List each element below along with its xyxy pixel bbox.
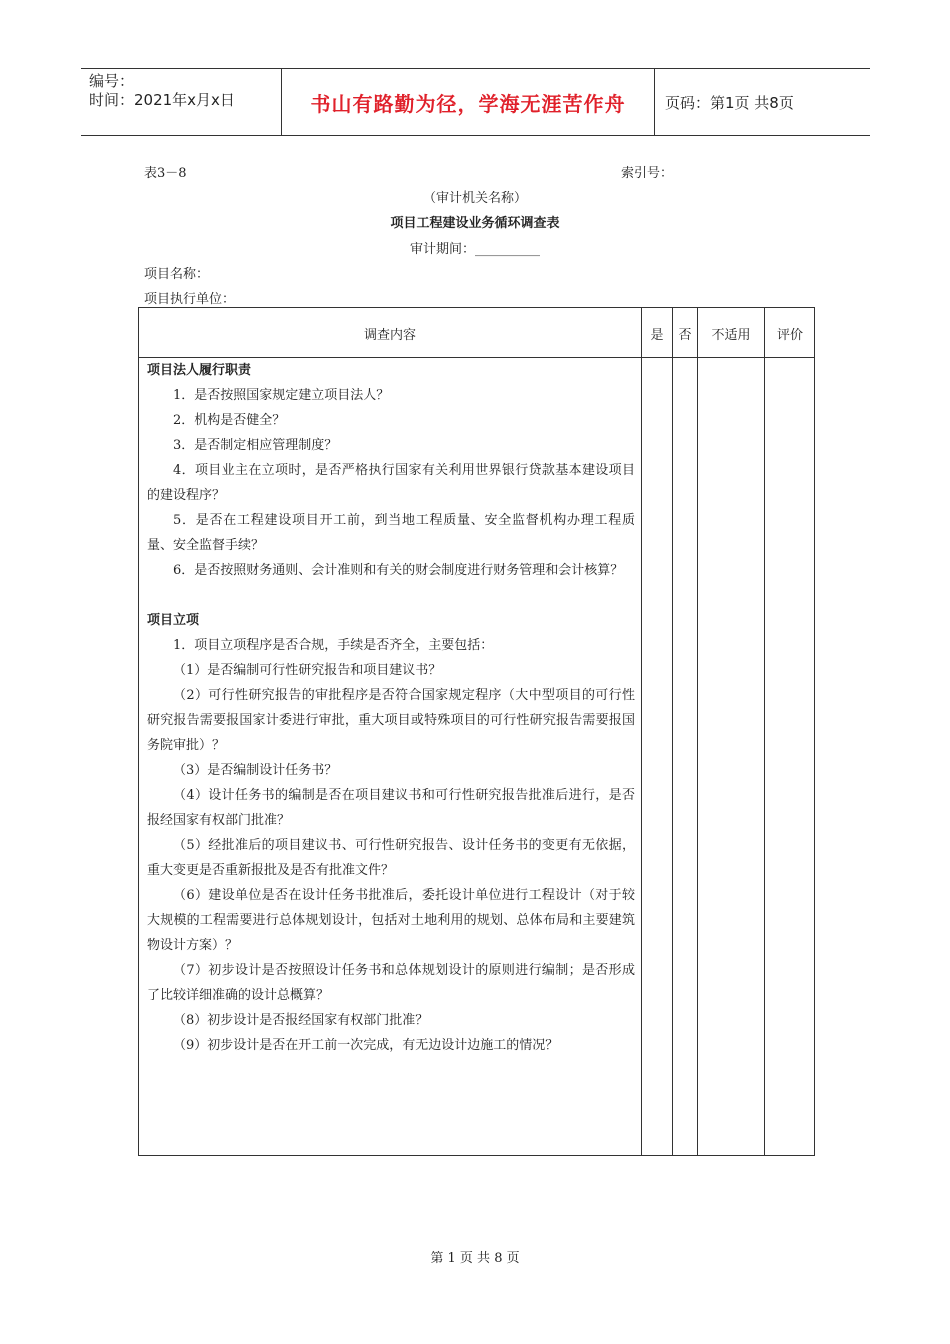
page-footer: 第 1 页 共 8 页: [430, 1251, 520, 1266]
section-title: 项目法人履行职责: [147, 363, 252, 378]
column-divider: [672, 308, 673, 1155]
header-page-cell: [655, 69, 870, 135]
header-evaluation: 评价: [776, 327, 803, 343]
list-item: 4．项目业主在立项时，是否严格执行国家有关利用世界银行贷款基本建设项目的建设程序？: [147, 463, 635, 503]
column-divider: [764, 308, 765, 1155]
header-not-applicable: 不适用: [711, 327, 751, 343]
page-label: 页码：第1页 共8页: [665, 93, 794, 112]
header-slogan-cell: [282, 69, 655, 135]
list-item: （3）是否编制设计任务书？: [173, 763, 338, 778]
list-item: （6）建设单位是否在设计任务书批准后，委托设计单位进行工程设计（对于较大规模的工程需要进行总体规划设计，包括对土地利用的规划、总体布局和主要建筑物设计方案）？: [147, 888, 635, 953]
list-item: （4）设计任务书的编制是否在项目建议书和可行性研究报告批准后进行，是否报经国家有权部门批准？: [147, 788, 635, 828]
survey-table: [138, 307, 815, 1156]
list-item: 5．是否在工程建设项目开工前，到当地工程质量、安全监督机构办理工程质量、安全监督手续？: [147, 513, 635, 553]
survey-content: [147, 358, 635, 1058]
list-item: 1．项目立项程序是否合规，手续是否齐全，主要包括：: [173, 638, 494, 653]
project-name: 项目名称：: [144, 267, 210, 282]
project-unit: 项目执行单位：: [144, 292, 236, 307]
index-label: 索引号：: [621, 166, 674, 181]
section-title: 项目立项: [147, 613, 200, 628]
list-item: （8）初步设计是否报经国家有权部门批准？: [173, 1013, 429, 1028]
list-item: 6．是否按照财务通则、会计准则和有关的财会制度进行财务管理和会计核算？: [173, 563, 624, 578]
page-title: 项目工程建设业务循环调查表: [390, 216, 560, 231]
list-item: （2）可行性研究报告的审批程序是否符合国家规定程序（大中型项目的可行性研究报告需要报国家计委进行审批，重大项目或特殊项目的可行性研究报告需要报国务院审批）？: [147, 688, 635, 753]
list-item: （5）经批准后的项目建议书、可行性研究报告、设计任务书的变更有无依据，重大变更是否重新报批及是否有批准文件？: [147, 838, 635, 878]
audit-period: 审计期间：__________: [409, 242, 540, 257]
time-label: 时间：2021年x月x日: [89, 91, 235, 109]
column-divider: [641, 308, 642, 1155]
list-item: （7）初步设计是否按照设计任务书和总体规划设计的原则进行编制；是否形成了比较详细准确的设计总概算？: [147, 963, 635, 1003]
header-no: 否: [678, 327, 692, 343]
list-item: （9）初步设计是否在开工前一次完成，有无边设计边施工的情况？: [173, 1038, 559, 1053]
list-item: 2．机构是否健全？: [173, 413, 286, 428]
header-content: 调查内容: [363, 327, 416, 343]
slogan: 书山有路勤为径，学海无涯苦作舟: [310, 91, 626, 116]
list-item: 3．是否制定相应管理制度？: [173, 438, 338, 453]
form-number: 表3－8: [144, 166, 187, 181]
header-yes: 是: [650, 327, 664, 343]
list-item: （1）是否编制可行性研究报告和项目建议书？: [173, 663, 442, 678]
column-divider: [697, 308, 698, 1155]
org-name: （审计机关名称）: [422, 191, 527, 206]
spacer: [147, 583, 635, 608]
header-meta: [81, 69, 282, 135]
number-label: 编号：: [89, 72, 135, 90]
list-item: 1．是否按照国家规定建立项目法人？: [173, 388, 390, 403]
page-header: [81, 68, 870, 136]
